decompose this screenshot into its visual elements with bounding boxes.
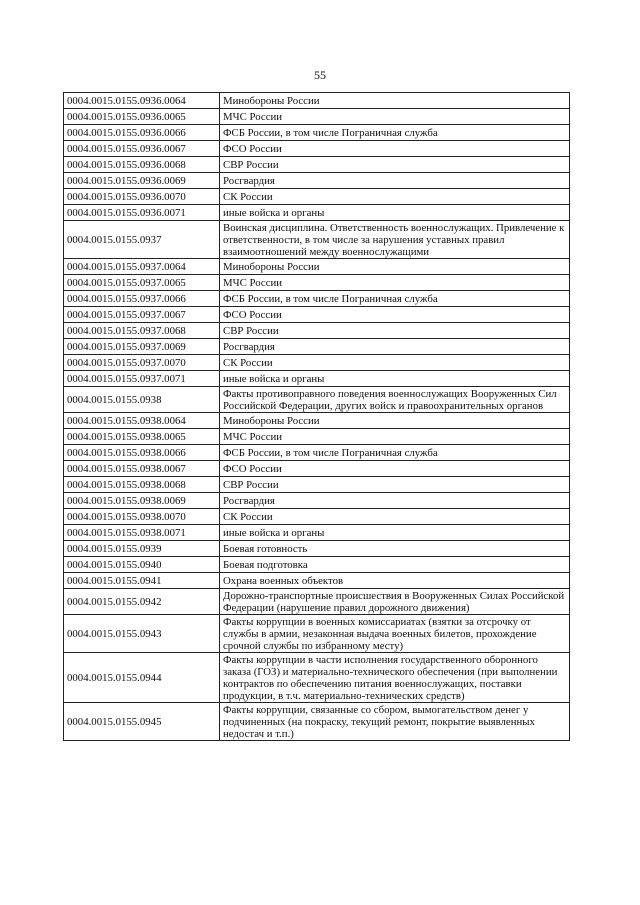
table-row xyxy=(64,205,570,221)
code-cell: 0004.0015.0155.0936.0066 xyxy=(64,125,220,141)
code-cell: 0004.0015.0155.0944 xyxy=(64,653,220,703)
code-cell: 0004.0015.0155.0939 xyxy=(64,541,220,557)
classifier-table xyxy=(63,92,570,741)
table-row xyxy=(64,93,570,109)
table-row xyxy=(64,355,570,371)
description-cell: СВР России xyxy=(220,157,570,173)
table-row xyxy=(64,509,570,525)
description-cell: Минобороны России xyxy=(220,93,570,109)
table-row xyxy=(64,125,570,141)
table-row xyxy=(64,703,570,741)
description-cell: Росгвардия xyxy=(220,339,570,355)
description-cell: МЧС России xyxy=(220,109,570,125)
table-row xyxy=(64,573,570,589)
code-cell: 0004.0015.0155.0938.0066 xyxy=(64,445,220,461)
code-cell: 0004.0015.0155.0936.0064 xyxy=(64,93,220,109)
description-cell: Росгвардия xyxy=(220,493,570,509)
description-cell: ФСО России xyxy=(220,307,570,323)
table-row xyxy=(64,323,570,339)
description-cell: ФСО России xyxy=(220,461,570,477)
code-cell: 0004.0015.0155.0938.0069 xyxy=(64,493,220,509)
table-row xyxy=(64,653,570,703)
table-row xyxy=(64,477,570,493)
description-cell: Росгвардия xyxy=(220,173,570,189)
description-cell: ФСБ России, в том числе Пограничная служба xyxy=(220,445,570,461)
code-cell: 0004.0015.0155.0936.0070 xyxy=(64,189,220,205)
code-cell: 0004.0015.0155.0938.0071 xyxy=(64,525,220,541)
description-cell: Охрана военных объектов xyxy=(220,573,570,589)
table-row xyxy=(64,275,570,291)
description-cell: Факты коррупции в военных комиссариатах (взятки за отсрочку от службы в армии, незаконная выдача военных билетов, прохождение срочной службы по избранному месту) xyxy=(220,615,570,653)
description-cell: Факты коррупции, связанные со сбором, вымогательством денег у подчиненных (на покраску, текущий ремонт, покрытие выявленных недостач и т.п.) xyxy=(220,703,570,741)
code-cell: 0004.0015.0155.0936.0067 xyxy=(64,141,220,157)
code-cell: 0004.0015.0155.0937.0070 xyxy=(64,355,220,371)
description-cell: Воинская дисциплина. Ответственность военнослужащих. Привлечение к ответственности, в том числе за нарушения уставных правил взаимоотношений между военнослужащими xyxy=(220,221,570,259)
code-cell: 0004.0015.0155.0936.0071 xyxy=(64,205,220,221)
table-row xyxy=(64,525,570,541)
table-row xyxy=(64,189,570,205)
code-cell: 0004.0015.0155.0936.0069 xyxy=(64,173,220,189)
description-cell: Боевая подготовка xyxy=(220,557,570,573)
table-row xyxy=(64,493,570,509)
description-cell: Факты противоправного поведения военнослужащих Вооруженных Сил Российской Федерации, других войск и правоохранительных органов xyxy=(220,387,570,413)
code-cell: 0004.0015.0155.0937.0066 xyxy=(64,291,220,307)
table-row xyxy=(64,557,570,573)
code-cell: 0004.0015.0155.0941 xyxy=(64,573,220,589)
table-row xyxy=(64,307,570,323)
description-cell: ФСО России xyxy=(220,141,570,157)
description-cell: Дорожно-транспортные происшествия в Вооруженных Силах Российской Федерации (нарушение правил дорожного движения) xyxy=(220,589,570,615)
description-cell: МЧС России xyxy=(220,275,570,291)
code-cell: 0004.0015.0155.0940 xyxy=(64,557,220,573)
description-cell: Боевая готовность xyxy=(220,541,570,557)
code-cell: 0004.0015.0155.0938.0068 xyxy=(64,477,220,493)
code-cell: 0004.0015.0155.0937.0067 xyxy=(64,307,220,323)
code-cell: 0004.0015.0155.0936.0068 xyxy=(64,157,220,173)
code-cell: 0004.0015.0155.0943 xyxy=(64,615,220,653)
code-cell: 0004.0015.0155.0937.0064 xyxy=(64,259,220,275)
code-cell: 0004.0015.0155.0945 xyxy=(64,703,220,741)
description-cell: СВР России xyxy=(220,323,570,339)
table-row xyxy=(64,615,570,653)
table-row xyxy=(64,291,570,307)
code-cell: 0004.0015.0155.0937 xyxy=(64,221,220,259)
table-row xyxy=(64,141,570,157)
description-cell: ФСБ России, в том числе Пограничная служба xyxy=(220,125,570,141)
description-cell: ФСБ России, в том числе Пограничная служба xyxy=(220,291,570,307)
table-row xyxy=(64,221,570,259)
code-cell: 0004.0015.0155.0938 xyxy=(64,387,220,413)
table-row xyxy=(64,157,570,173)
code-cell: 0004.0015.0155.0942 xyxy=(64,589,220,615)
table-row xyxy=(64,259,570,275)
description-cell: СК России xyxy=(220,509,570,525)
code-cell: 0004.0015.0155.0938.0065 xyxy=(64,429,220,445)
code-cell: 0004.0015.0155.0937.0065 xyxy=(64,275,220,291)
table-body xyxy=(64,93,570,741)
code-cell: 0004.0015.0155.0938.0067 xyxy=(64,461,220,477)
table-row xyxy=(64,339,570,355)
table-row xyxy=(64,371,570,387)
description-cell: СК России xyxy=(220,355,570,371)
table-row xyxy=(64,109,570,125)
code-cell: 0004.0015.0155.0936.0065 xyxy=(64,109,220,125)
code-cell: 0004.0015.0155.0938.0064 xyxy=(64,413,220,429)
description-cell: иные войска и органы xyxy=(220,525,570,541)
table-row xyxy=(64,589,570,615)
description-cell: СК России xyxy=(220,189,570,205)
table-row xyxy=(64,429,570,445)
description-cell: иные войска и органы xyxy=(220,205,570,221)
code-cell: 0004.0015.0155.0938.0070 xyxy=(64,509,220,525)
code-cell: 0004.0015.0155.0937.0069 xyxy=(64,339,220,355)
description-cell: Минобороны России xyxy=(220,259,570,275)
table-row xyxy=(64,445,570,461)
code-cell: 0004.0015.0155.0937.0071 xyxy=(64,371,220,387)
page-number: 55 xyxy=(314,68,326,82)
table-row xyxy=(64,413,570,429)
table-row xyxy=(64,387,570,413)
description-cell: СВР России xyxy=(220,477,570,493)
code-cell: 0004.0015.0155.0937.0068 xyxy=(64,323,220,339)
table-row xyxy=(64,173,570,189)
table-row xyxy=(64,461,570,477)
description-cell: Факты коррупции в части исполнения государственного оборонного заказа (ГОЗ) и материально-технического обеспечения (при выполнении контрактов по обеспечению питания военнослужащих, поставки продукции, в т.ч. материально-технических средств) xyxy=(220,653,570,703)
description-cell: иные войска и органы xyxy=(220,371,570,387)
description-cell: Минобороны России xyxy=(220,413,570,429)
description-cell: МЧС России xyxy=(220,429,570,445)
table-row xyxy=(64,541,570,557)
